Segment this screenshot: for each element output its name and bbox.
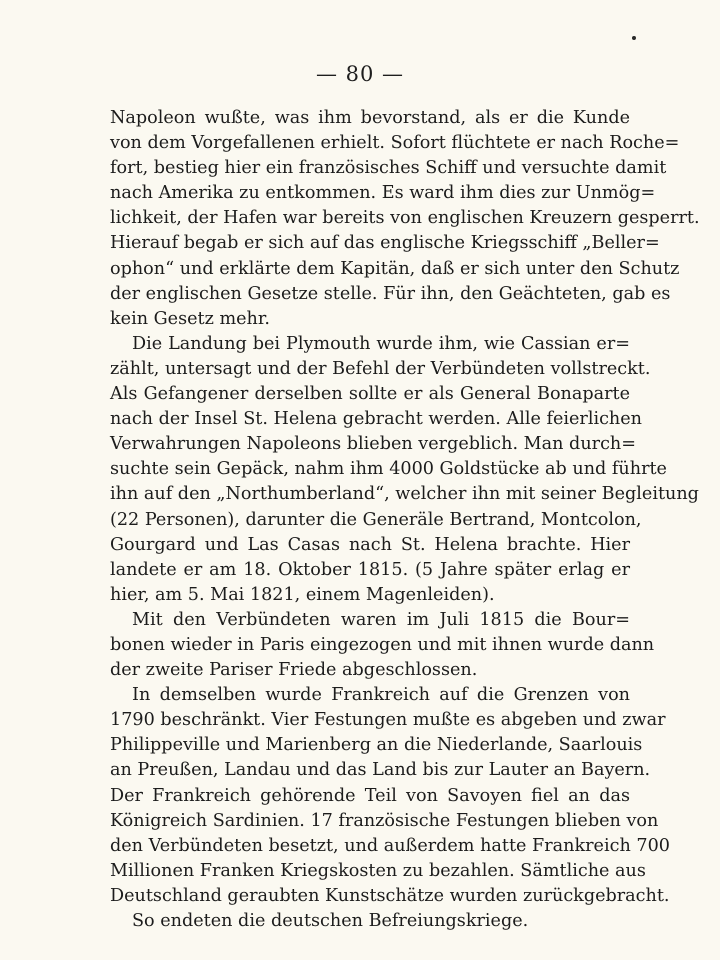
text-line: nach Amerika zu entkommen. Es ward ihm dies zur Unmög=: [110, 183, 656, 204]
text-line: So endeten die deutschen Befreiungskriege.: [132, 911, 529, 931]
text-line: lichkeit, der Hafen war bereits von englischen Kreuzern gesperrt.: [110, 208, 700, 229]
text-line: Hierauf begab er sich auf das englische Kriegsschiff „Beller=: [110, 233, 660, 254]
text-line: In demselben wurde Frankreich auf die Grenzen von: [132, 685, 630, 706]
text-line: Millionen Franken Kriegskosten zu bezahlen. Sämtliche aus: [110, 860, 646, 881]
paragraph: [110, 106, 700, 332]
text-line: Verwahrungen Napoleons blieben vergeblich. Man durch=: [110, 434, 636, 455]
text-line: Napoleon wußte, was ihm bevorstand, als er die Kunde: [110, 108, 630, 128]
paragraph: [110, 683, 670, 909]
text-line: Philippeville und Marienberg an die Niederlande, Saarlouis: [110, 735, 643, 756]
text-line: zählt, untersagt und der Befehl der Verbündeten vollstreckt.: [110, 358, 651, 379]
text-line: an Preußen, Landau und das Land bis zur Lauter an Bayern.: [110, 760, 651, 781]
text-line: Gourgard und Las Casas nach St. Helena brachte. Hier: [110, 534, 630, 555]
text-line: Als Gefangener derselben sollte er als General Bonaparte: [110, 384, 630, 405]
ink-speck: [632, 36, 636, 40]
text-line: von dem Vorgefallenen erhielt. Sofort flüchtete er nach Roche=: [110, 133, 680, 154]
page-number: — 80 —: [315, 62, 405, 86]
text-line: bonen wieder in Paris eingezogen und mit ihnen wurde dann: [110, 634, 655, 655]
paragraph: [110, 608, 655, 683]
text-line: der zweite Pariser Friede abgeschlossen.: [110, 660, 478, 681]
paragraph: [110, 909, 630, 934]
text-line: suchte sein Gepäck, nahm ihm 4000 Goldstücke ab und führte: [110, 459, 667, 480]
text-line: (22 Personen), darunter die Generäle Bertrand, Montcolon,: [110, 509, 642, 530]
body-text: [110, 106, 700, 934]
text-line: ihn auf den „Northumberland“, welcher ihn mit seiner Begleitung: [110, 484, 699, 505]
text-line: Die Landung bei Plymouth wurde ihm, wie Cassian er=: [132, 333, 630, 354]
text-line: nach der Insel St. Helena gebracht werden. Alle feierlichen: [110, 409, 643, 430]
text-line: ophon“ und erklärte dem Kapitän, daß er sich unter den Schutz: [110, 258, 680, 279]
text-line: landete er am 18. Oktober 1815. (5 Jahre später erlag er: [110, 559, 630, 580]
text-line: kein Gesetz mehr.: [110, 308, 270, 329]
text-line: hier, am 5. Mai 1821, einem Magenleiden).: [110, 584, 495, 605]
text-line: 1790 beschränkt. Vier Festungen mußte es abgeben und zwar: [110, 710, 666, 731]
text-line: fort, bestieg hier ein französisches Schiff und versuchte damit: [110, 158, 667, 179]
text-line: Deutschland geraubten Kunstschätze wurden zurückgebracht.: [110, 885, 670, 906]
text-line: den Verbündeten besetzt, und außerdem hatte Frankreich 700: [110, 835, 670, 856]
paragraph: [110, 332, 699, 608]
text-line: Mit den Verbündeten waren im Juli 1815 die Bour=: [132, 609, 630, 630]
text-line: der englischen Gesetze stelle. Für ihn, den Geächteten, gab es: [110, 283, 671, 304]
text-line: Der Frankreich gehörende Teil von Savoyen fiel an das: [110, 785, 630, 806]
text-line: Königreich Sardinien. 17 französische Festungen blieben von: [110, 810, 659, 831]
